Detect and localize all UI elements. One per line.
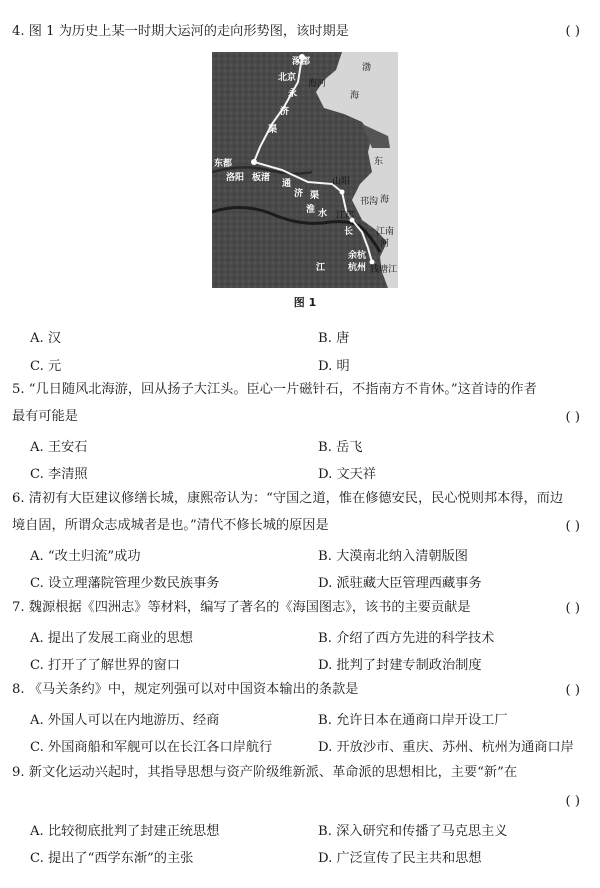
- grand-canal-map: [212, 52, 398, 288]
- label-tong: 通: [282, 179, 292, 189]
- question-5-stem-line2: 最有可能是: [12, 409, 78, 424]
- label-beijing: 北京: [278, 73, 297, 83]
- label-ji2: 济: [294, 189, 304, 199]
- question-7-stem: 7. 魏源根据《四洲志》等材料，编写了著名的《海国图志》，该书的主要贡献是: [12, 600, 471, 615]
- option-c[interactable]: C. 设立理藩院管理少数民族事务: [30, 576, 220, 591]
- question-8-stem: 8. 《马关条约》中，规定列强可以对中国资本输出的条款是: [12, 682, 359, 697]
- option-d[interactable]: D. 明: [318, 359, 350, 374]
- option-b[interactable]: B. 介绍了西方先进的科学技术: [318, 631, 495, 646]
- label-ji1: 济: [280, 107, 290, 117]
- option-a[interactable]: A. 外国人可以在内地游历、经商: [30, 713, 220, 728]
- question-4-stem: 4. 图 1 为历史上某一时期大运河的走向形势图，该时期是: [12, 24, 349, 39]
- answer-blank[interactable]: ( ): [565, 410, 580, 425]
- city-dot: [251, 159, 257, 165]
- answer-blank[interactable]: ( ): [565, 24, 580, 39]
- option-c[interactable]: C. 提出了“西学东渐”的主张: [30, 851, 194, 866]
- option-b[interactable]: B. 岳飞: [318, 440, 363, 455]
- label-banzhu: 板渚: [252, 173, 271, 183]
- label-dongdu: 东都: [214, 159, 233, 169]
- option-a[interactable]: A. 比较彻底批判了封建正统思想: [30, 824, 220, 839]
- option-a[interactable]: A. 提出了发展工商业的思想: [30, 631, 193, 646]
- option-b[interactable]: B. 大漠南北纳入清朝版图: [318, 549, 468, 564]
- label-yuhang: 余杭: [348, 251, 367, 261]
- option-c[interactable]: C. 外国商船和军舰可以在长江各口岸航行: [30, 740, 273, 755]
- option-d[interactable]: D. 批判了封建专制政治制度: [318, 658, 482, 673]
- label-qu2: 渠: [310, 191, 320, 201]
- option-b[interactable]: B. 唐: [318, 331, 350, 346]
- label-chang: 长: [344, 227, 354, 237]
- question-6-stem-line1: 6. 清初有大臣建议修缮长城，康熙帝认为：“守国之道，惟在修德安民，民心悦则邦本得，而边: [12, 491, 564, 506]
- option-c[interactable]: C. 打开了了解世界的窗口: [30, 658, 180, 673]
- answer-blank[interactable]: ( ): [565, 601, 580, 616]
- figure-caption: 图 1: [293, 296, 317, 309]
- option-b[interactable]: B. 深入研究和传播了马克思主义: [318, 824, 508, 839]
- option-d[interactable]: D. 开放沙市、重庆、苏州、杭州为通商口岸: [318, 740, 574, 755]
- option-d[interactable]: D. 派驻藏大臣管理西藏事务: [318, 576, 482, 591]
- label-hangzhou: 杭州: [348, 263, 367, 273]
- label-shui: 水: [318, 209, 328, 219]
- label-bohai: 渤: [362, 63, 372, 73]
- label-jiang: 江: [316, 263, 326, 273]
- city-dot: [340, 190, 345, 195]
- label-zhuojun: 涿郡: [292, 57, 311, 67]
- label-hai2: 海: [380, 195, 390, 205]
- label-yong: 永: [288, 89, 298, 99]
- city-dot: [370, 260, 375, 265]
- label-dong: 东: [374, 157, 384, 167]
- label-jiangnan: 江南: [376, 227, 395, 237]
- label-qiantangjiang: 钱塘江: [370, 265, 398, 275]
- option-d[interactable]: D. 广泛宣传了民主共和思想: [318, 851, 482, 866]
- option-a[interactable]: A. “改土归流”成功: [30, 549, 141, 564]
- answer-blank[interactable]: ( ): [565, 794, 580, 809]
- option-a[interactable]: A. 王安石: [30, 440, 88, 455]
- label-huaishui: 淮: [306, 205, 316, 215]
- label-shanyang: 山阳: [332, 177, 351, 187]
- label-hangou: 邗沟: [360, 197, 379, 207]
- label-luoyang: 洛阳: [226, 173, 245, 183]
- label-jiangdu: 江都: [336, 211, 355, 221]
- label-hai1: 海: [350, 91, 360, 101]
- label-qu: 渠: [268, 125, 278, 135]
- option-c[interactable]: C. 元: [30, 359, 62, 374]
- question-6-stem-line2: 境自固，所谓众志成城者是也。”清代不修长城的原因是: [12, 518, 329, 533]
- option-c[interactable]: C. 李清照: [30, 467, 88, 482]
- label-haihe: 海河: [308, 79, 327, 89]
- option-d[interactable]: D. 文天祥: [318, 467, 377, 482]
- option-a[interactable]: A. 汉: [30, 331, 62, 346]
- question-5-stem-line1: 5. “几日随风北海游，回从扬子大江头。臣心一片磁针石，不指南方不肯休。”这首诗的作者: [12, 382, 537, 397]
- question-9-stem: 9. 新文化运动兴起时，其指导思想与资产阶级维新派、革命派的思想相比，主要“新”在: [12, 765, 518, 780]
- answer-blank[interactable]: ( ): [565, 519, 580, 534]
- label-he: 河: [380, 239, 390, 249]
- option-b[interactable]: B. 允许日本在通商口岸开设工厂: [318, 713, 508, 728]
- answer-blank[interactable]: ( ): [565, 683, 580, 698]
